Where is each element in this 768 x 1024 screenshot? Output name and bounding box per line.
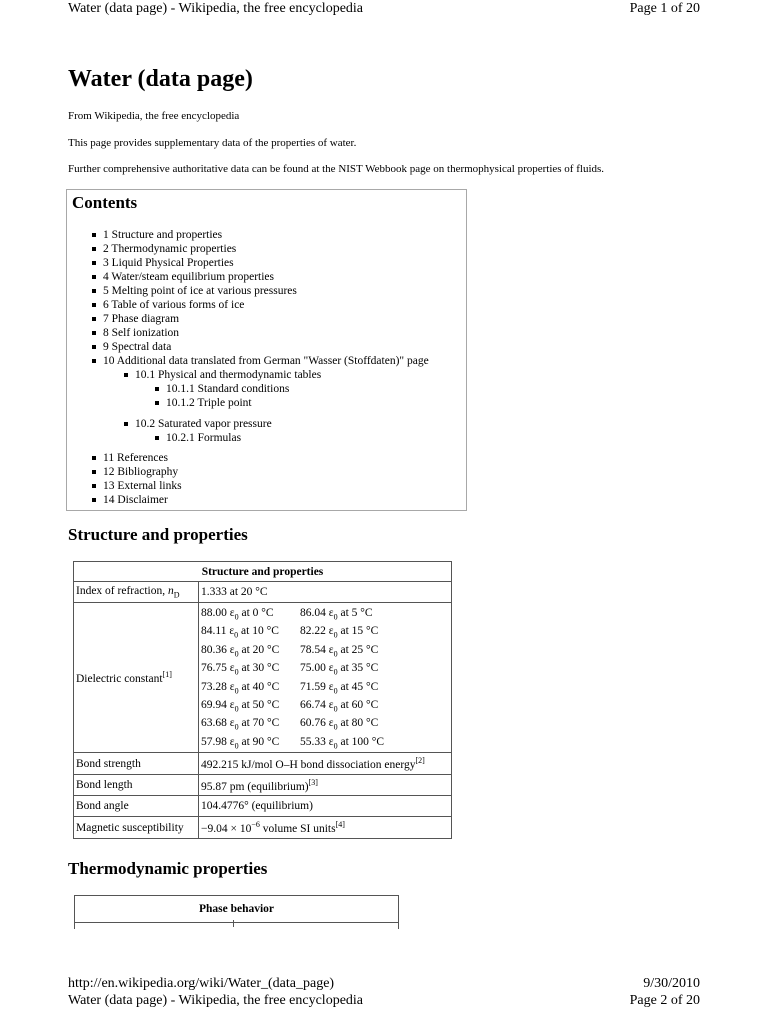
table-row xyxy=(75,923,399,930)
bond-angle-label: Bond angle xyxy=(74,796,199,817)
bond-length-value: 95.87 pm (equilibrium)[3] xyxy=(199,775,452,796)
toc-item-10-2-1[interactable]: 10.2.1 Formulas xyxy=(166,432,242,444)
toc-item-10-1-1[interactable]: 10.1.1 Standard conditions xyxy=(166,383,290,395)
footer-page: Page 2 of 20 xyxy=(629,993,700,1008)
table-row xyxy=(74,775,452,796)
table-divider xyxy=(233,920,234,927)
dielectric-value: 71.59 $\varepsilon_0$ at 45 °C xyxy=(300,680,379,695)
dielectric-value: 80.36 $\varepsilon_0$ at 20 °C xyxy=(201,643,280,659)
footer-title: Water (data page) - Wikipedia, the free encyclopedia xyxy=(68,993,364,1008)
toc-item-13[interactable]: 13 External links xyxy=(103,480,182,492)
structure-table-caption: Structure and properties xyxy=(74,562,452,582)
bond-length-ref[interactable]: [3] xyxy=(308,777,318,787)
table-caption-row xyxy=(75,896,399,923)
phase-behavior-caption: Phase behavior xyxy=(75,896,399,923)
refraction-value: 1.333 at 20 °C xyxy=(199,582,452,603)
structure-table xyxy=(73,561,452,839)
dielectric-value: 69.94 $\varepsilon_0$ at 50 °C xyxy=(201,698,280,714)
table-of-contents xyxy=(66,189,467,511)
footer-date: 9/30/2010 xyxy=(643,976,700,991)
toc-item-10[interactable]: 10 Additional data translated from German "Wasser (Stoffdaten)" page xyxy=(103,355,429,367)
dielectric-value: 63.68 $\varepsilon_0$ at 70 °C xyxy=(201,717,280,732)
bond-strength-ref[interactable]: [2] xyxy=(415,756,425,766)
toc-item-10-2[interactable]: 10.2 Saturated vapor pressure xyxy=(135,418,272,430)
footer-url: http://en.wikipedia.org/wiki/Water_(data_page) xyxy=(68,976,335,991)
dielectric-value: 73.28 $\varepsilon_0$ at 40 °C xyxy=(201,680,280,695)
running-header-title: Water (data page) - Wikipedia, the free encyclopedia xyxy=(68,1,364,16)
dielectric-value: 60.76 $\varepsilon_0$ at 80 °C xyxy=(300,717,379,732)
running-header-page: Page 1 of 20 xyxy=(629,1,700,16)
toc-item-12[interactable]: 12 Bibliography xyxy=(103,466,179,478)
dielectric-values xyxy=(199,603,452,753)
phase-behavior-table xyxy=(74,895,399,929)
structure-heading: Structure and properties xyxy=(68,525,248,544)
dielectric-value: 84.11 $\varepsilon_0$ at 10 °C xyxy=(201,625,279,640)
toc-item-11[interactable]: 11 References xyxy=(103,452,169,464)
table-row xyxy=(74,753,452,775)
thermodynamic-heading: Thermodynamic properties xyxy=(68,859,268,878)
intro-text: This page provides supplementary data of the properties of water. xyxy=(68,137,357,149)
table-caption-row xyxy=(74,562,452,582)
toc-item-6[interactable]: 6 Table of various forms of ice xyxy=(103,299,245,311)
magnetic-ref[interactable]: [4] xyxy=(335,820,345,830)
toc-title: Contents xyxy=(72,193,138,212)
dielectric-value: 66.74 $\varepsilon_0$ at 60 °C xyxy=(300,698,379,714)
bond-length-label: Bond length xyxy=(74,775,199,796)
dielectric-value: 57.98 $\varepsilon_0$ at 90 °C xyxy=(201,735,280,751)
toc-item-10-1-2[interactable]: 10.1.2 Triple point xyxy=(166,397,252,409)
toc-item-3[interactable]: 3 Liquid Physical Properties xyxy=(103,257,234,269)
table-row xyxy=(74,796,452,817)
nist-note: Further comprehensive authoritative data can be found at the NIST Webbook page on thermophysical properties of fluids. xyxy=(68,163,605,175)
toc-item-4[interactable]: 4 Water/steam equilibrium properties xyxy=(103,271,274,283)
dielectric-label: Dielectric constant[1] xyxy=(74,603,199,753)
table-row xyxy=(74,817,452,839)
refraction-symbol: n xyxy=(167,584,174,597)
dielectric-value: 86.04 $\varepsilon_0$ at 5 °C xyxy=(300,607,373,622)
table-row xyxy=(74,603,452,753)
dielectric-ref[interactable]: [1] xyxy=(162,670,172,680)
bond-strength-label: Bond strength xyxy=(74,753,199,775)
toc-item-14[interactable]: 14 Disclaimer xyxy=(103,494,168,506)
toc-item-5[interactable]: 5 Melting point of ice at various pressures xyxy=(103,285,297,297)
toc-item-8[interactable]: 8 Self ionization xyxy=(103,327,180,339)
toc-item-7[interactable]: 7 Phase diagram xyxy=(103,313,180,325)
from-line: From Wikipedia, the free encyclopedia xyxy=(68,110,240,122)
toc-item-2[interactable]: 2 Thermodynamic properties xyxy=(103,243,237,255)
dielectric-value: 88.00 $\varepsilon_0$ at 0 °C xyxy=(201,607,274,622)
dielectric-value: 76.75 $\varepsilon_0$ at 30 °C xyxy=(201,662,280,677)
dielectric-value: 75.00 $\varepsilon_0$ at 35 °C xyxy=(300,662,379,677)
page-title: Water (data page) xyxy=(68,66,253,92)
toc-item-9[interactable]: 9 Spectral data xyxy=(103,341,172,353)
bond-angle-value: 104.4776° (equilibrium) xyxy=(199,796,452,817)
bond-strength-value: 492.215 kJ/mol O–H bond dissociation energy[2] xyxy=(199,753,452,775)
magnetic-susceptibility-label: Magnetic susceptibility xyxy=(74,817,199,839)
dielectric-value: 55.33 $\varepsilon_0$ at 100 °C xyxy=(300,735,385,751)
magnetic-susceptibility-value: $-9.04 \times 10^{-6}$ volume SI units[4] xyxy=(199,817,452,839)
toc-item-10-1[interactable]: 10.1 Physical and thermodynamic tables xyxy=(135,369,322,381)
table-row xyxy=(74,582,452,603)
dielectric-value: 82.22 $\varepsilon_0$ at 15 °C xyxy=(300,625,379,640)
toc-item-1[interactable]: 1 Structure and properties xyxy=(103,229,223,241)
dielectric-value: 78.54 $\varepsilon_0$ at 25 °C xyxy=(300,643,379,659)
refraction-label: Index of refraction, $n_D$ xyxy=(74,582,199,603)
